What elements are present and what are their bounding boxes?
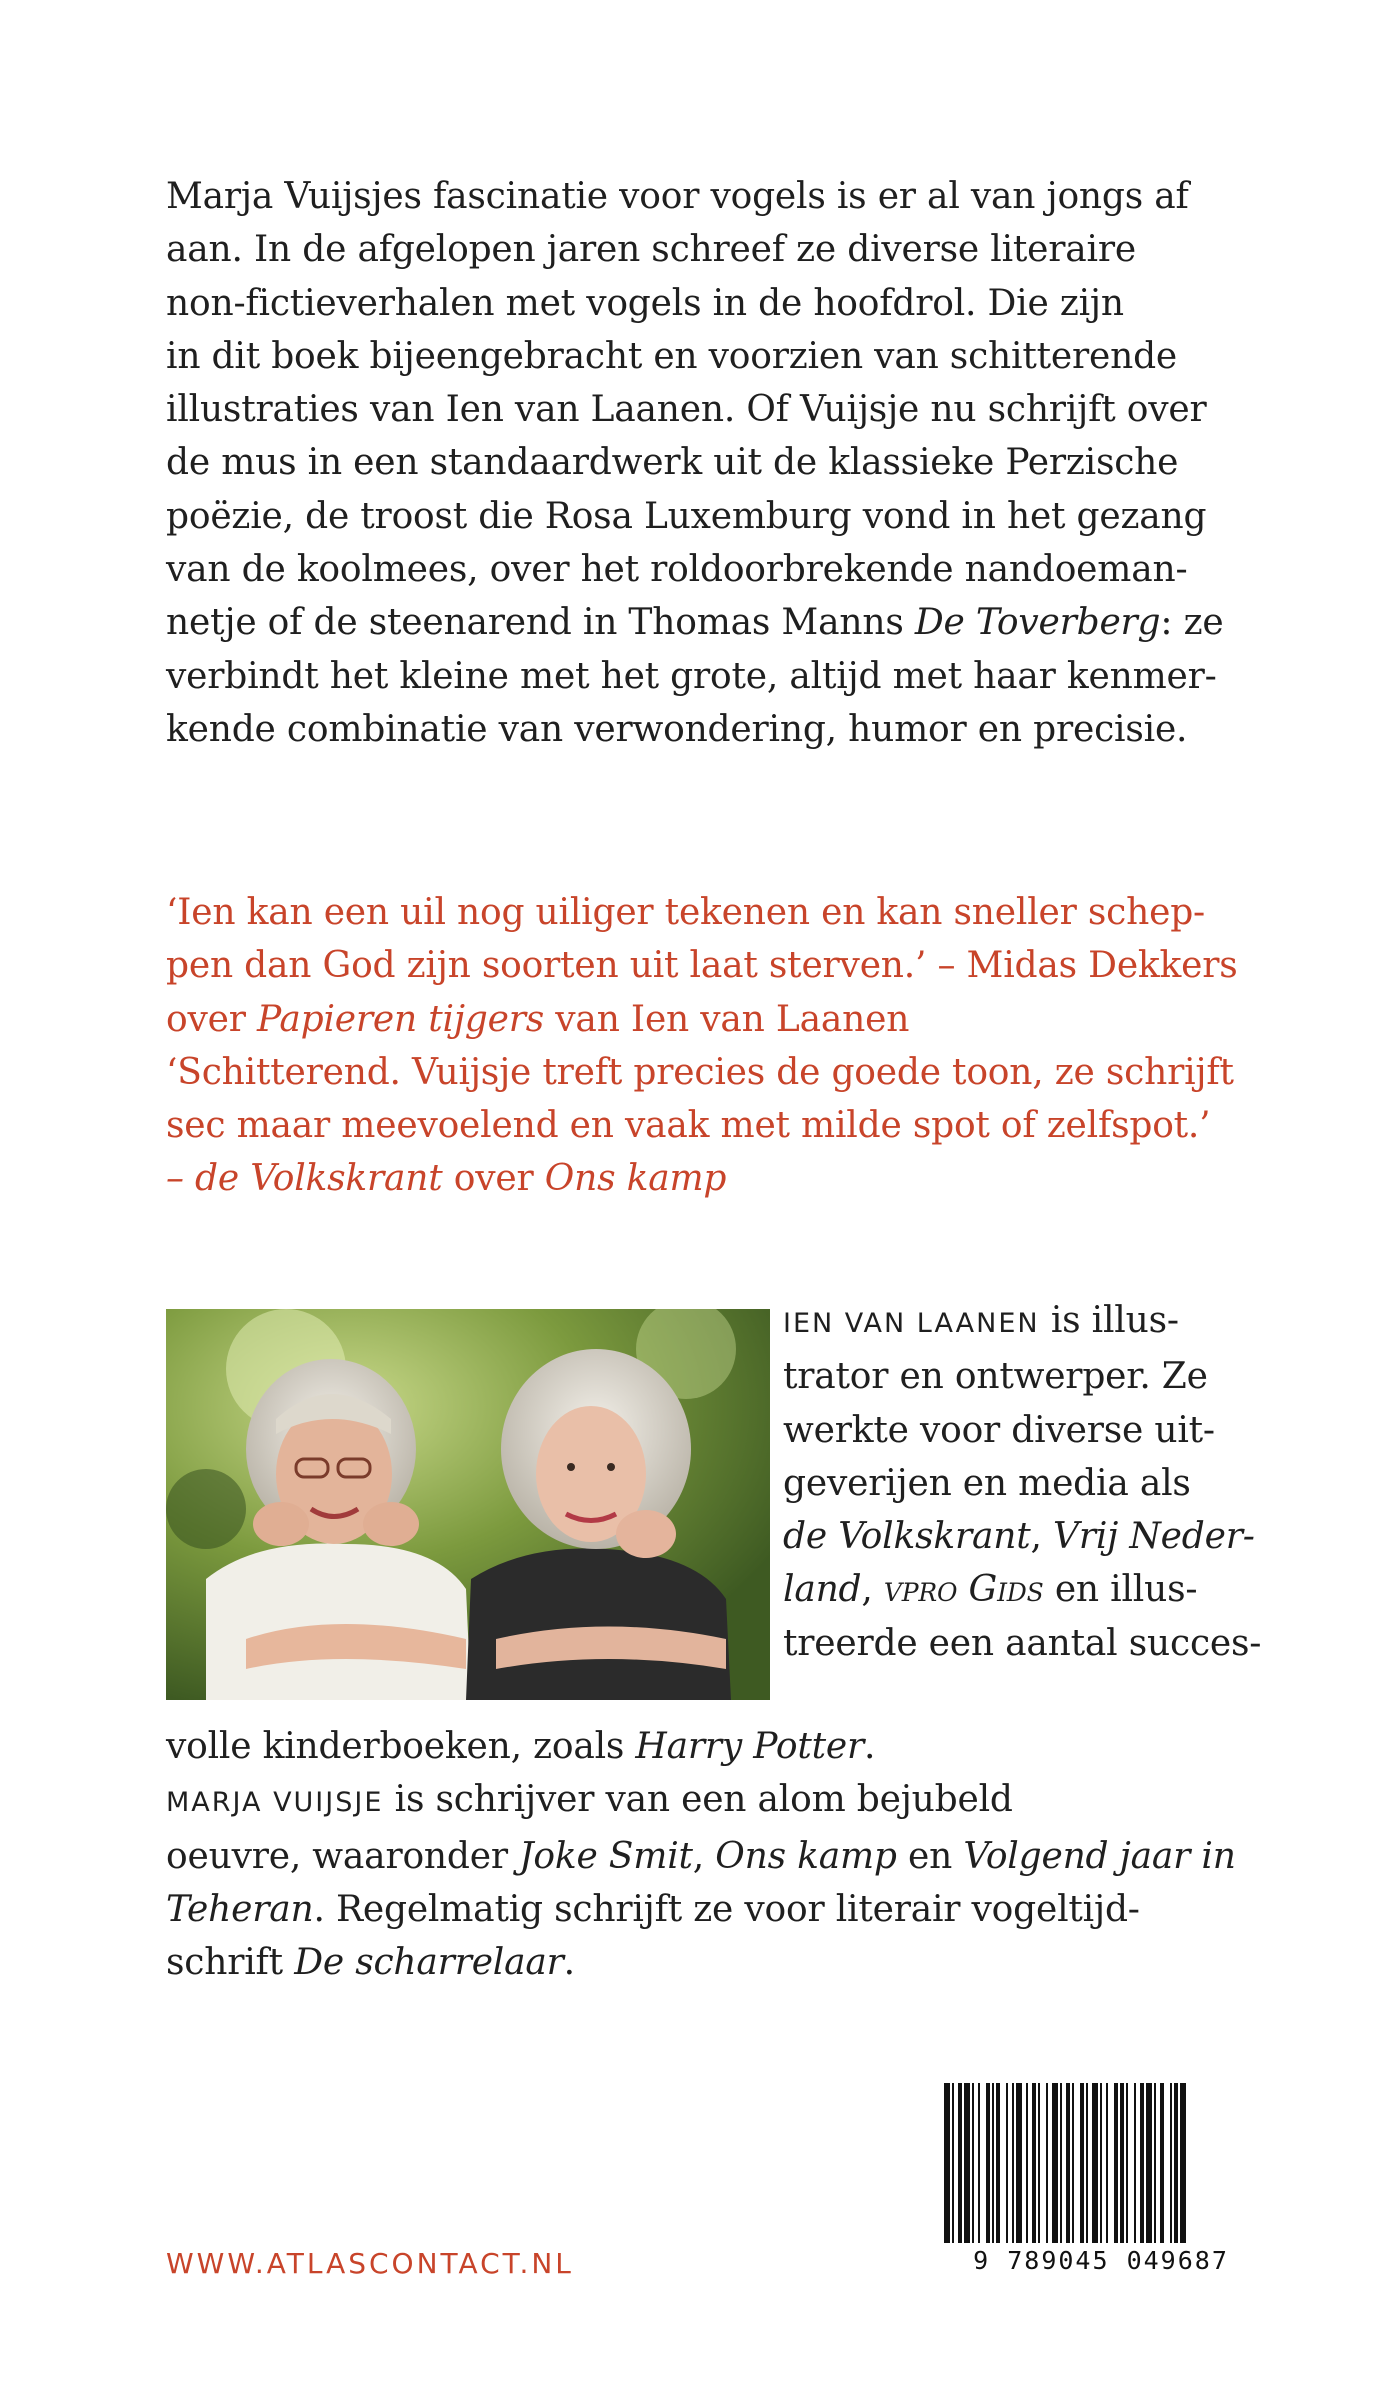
blurb-line: poëzie, de troost die Rosa Luxemburg vond in het gezang bbox=[166, 495, 1207, 537]
barcode-bar bbox=[1038, 2083, 1040, 2243]
barcode-bar bbox=[1134, 2083, 1136, 2243]
bio-line bbox=[783, 1510, 1283, 1563]
blurb-line-text: netje of de steenarend in Thomas Manns bbox=[166, 602, 915, 644]
bio-line: geverijen en media als bbox=[783, 1462, 1191, 1504]
bio-line bbox=[166, 1883, 1286, 1936]
quote-line: ‘Schitterend. Vuijsje treft precies de goede toon, ze schrijft bbox=[166, 1051, 1234, 1093]
publication-title: de Volkskrant bbox=[783, 1516, 1031, 1558]
barcode-bar bbox=[1080, 2083, 1084, 2243]
bio-text: is schrijver van een alom bejubeld bbox=[383, 1779, 1013, 1821]
quote-text: van Ien van Laanen bbox=[544, 998, 910, 1040]
bio-line bbox=[166, 1773, 1286, 1829]
barcode-bar bbox=[992, 2083, 994, 2243]
barcode-bar bbox=[1060, 2083, 1062, 2243]
bio-line bbox=[166, 1720, 1286, 1773]
bio-text: volle kinderboeken, zoals bbox=[166, 1726, 636, 1767]
barcode-bar bbox=[958, 2083, 962, 2243]
blurb-text bbox=[166, 170, 1286, 756]
blurb-line: de mus in een standaardwerk uit de klassieke Perzische bbox=[166, 442, 1179, 484]
book-title: Volgend jaar in bbox=[963, 1835, 1236, 1877]
barcode-bar bbox=[952, 2083, 954, 2243]
bio-text: , bbox=[1030, 1516, 1054, 1558]
quote-line bbox=[166, 1152, 1286, 1205]
bio-line bbox=[783, 1563, 1283, 1616]
bio-text: , bbox=[861, 1569, 884, 1611]
quote-line: ‘Ien kan een uil nog uiliger tekenen en kan sneller schep- bbox=[166, 892, 1206, 933]
publication-title: De scharrelaar bbox=[294, 1942, 564, 1984]
barcode-bar bbox=[1170, 2083, 1172, 2243]
barcode-bar bbox=[1046, 2083, 1048, 2243]
quote-line: pen dan God zijn soorten uit laat sterven.’ – Midas Dekkers bbox=[166, 945, 1238, 987]
blurb-line: kende combinatie van verwondering, humor en precisie. bbox=[166, 708, 1188, 750]
blurb-line: in dit boek bijeengebracht en voorzien van schitterende bbox=[166, 335, 1178, 377]
publication-title: vpro Gids bbox=[883, 1569, 1044, 1611]
barcode-bar bbox=[1012, 2083, 1014, 2243]
barcode-bar bbox=[978, 2083, 980, 2243]
publication-title: land bbox=[783, 1569, 862, 1611]
blurb-line: Marja Vuijsjes fascinatie voor vogels is er al van jongs af bbox=[166, 176, 1189, 217]
barcode-bar bbox=[986, 2083, 990, 2243]
barcode-bar bbox=[1114, 2083, 1118, 2243]
barcode-bar bbox=[1106, 2083, 1108, 2243]
barcode-bar bbox=[1180, 2083, 1186, 2243]
barcode-bar bbox=[1160, 2083, 1164, 2243]
barcode-bar bbox=[1120, 2083, 1124, 2243]
barcode-bars bbox=[942, 2083, 1260, 2243]
bio-line: werkte voor diverse uit- bbox=[783, 1409, 1215, 1451]
quote-text: over bbox=[442, 1158, 545, 1200]
bio-text: oeuvre, waaronder bbox=[166, 1835, 520, 1877]
blurb-line: illustraties van Ien van Laanen. Of Vuijsje nu schrijft over bbox=[166, 389, 1207, 431]
book-title: De Toverberg bbox=[914, 602, 1161, 644]
barcode-bar bbox=[964, 2083, 970, 2243]
book-title: Joke Smit bbox=[519, 1835, 693, 1877]
quote-text: over bbox=[166, 998, 257, 1040]
barcode-bar bbox=[1032, 2083, 1036, 2243]
barcode-bar bbox=[996, 2083, 1000, 2243]
bio-text: , bbox=[692, 1835, 716, 1877]
bio-text: is illus- bbox=[1039, 1300, 1179, 1341]
bio-text: . bbox=[863, 1726, 876, 1767]
barcode-bar bbox=[1146, 2083, 1152, 2243]
bio-line: trator en ontwerper. Ze bbox=[783, 1356, 1208, 1398]
barcode-bar bbox=[1086, 2083, 1088, 2243]
barcode-bar bbox=[1140, 2083, 1144, 2243]
barcode-bar bbox=[944, 2083, 950, 2243]
bio-line: treerde een aantal succes- bbox=[783, 1622, 1262, 1664]
bio-line bbox=[166, 1830, 1286, 1883]
book-title: Teheran bbox=[166, 1888, 314, 1930]
blurb-line: verbindt het kleine met het grote, altijd met haar kenmer- bbox=[166, 655, 1217, 697]
publisher-website[interactable]: WWW.ATLASCONTACT.NL bbox=[166, 2247, 574, 2280]
barcode-bar bbox=[1092, 2083, 1098, 2243]
bio-text: . bbox=[563, 1942, 575, 1984]
quote-line: sec maar meevoelend en vaak met milde spot of zelfspot.’ bbox=[166, 1105, 1211, 1147]
barcode-bar bbox=[1154, 2083, 1156, 2243]
barcode-bar bbox=[1006, 2083, 1008, 2243]
barcode-bar bbox=[1016, 2083, 1022, 2243]
bio-line bbox=[783, 1294, 1283, 1350]
barcode-bar bbox=[1100, 2083, 1102, 2243]
barcode-bar bbox=[1066, 2083, 1070, 2243]
blurb-line: aan. In de afgelopen jaren schreef ze diverse literaire bbox=[166, 229, 1136, 271]
barcode-bar bbox=[1026, 2083, 1028, 2243]
blurb-line: non-fictieverhalen met vogels in de hoofdrol. Die zijn bbox=[166, 282, 1124, 324]
book-title: Harry Potter bbox=[635, 1726, 864, 1767]
bio-text: . Regelmatig schrijft ze voor literair vogeltijd- bbox=[313, 1888, 1140, 1930]
book-title: Papieren tijgers bbox=[256, 998, 545, 1040]
author-name: IEN VAN LAANEN bbox=[783, 1308, 1040, 1339]
barcode-bar bbox=[1126, 2083, 1128, 2243]
author-name: MARJA VUIJSJE bbox=[166, 1787, 384, 1819]
barcode-bar bbox=[1174, 2083, 1178, 2243]
bio-text: en illus- bbox=[1043, 1569, 1198, 1611]
blurb-line-text: : ze bbox=[1160, 602, 1224, 644]
book-title: Ons kamp bbox=[544, 1158, 727, 1200]
blurb-line bbox=[166, 596, 1286, 649]
bio-ien-van-laanen bbox=[783, 1294, 1283, 1670]
barcode-bar bbox=[1052, 2083, 1058, 2243]
bio-text: schrift bbox=[166, 1942, 295, 1984]
author-photo bbox=[166, 1309, 770, 1700]
quote-line bbox=[166, 993, 1286, 1046]
review-quotes bbox=[166, 886, 1286, 1206]
book-title: Ons kamp bbox=[715, 1835, 897, 1877]
bio-text: en bbox=[896, 1835, 964, 1877]
bio-line bbox=[166, 1936, 1286, 1989]
barcode-bar bbox=[972, 2083, 974, 2243]
source-name: – de Volkskrant bbox=[166, 1158, 443, 1200]
publication-title: Vrij Neder- bbox=[1053, 1516, 1255, 1558]
blurb-line: van de koolmees, over het roldoorbrekende nandoeman- bbox=[166, 549, 1188, 591]
author-photo-image bbox=[166, 1309, 770, 1700]
isbn-number: 9 789045 049687 bbox=[942, 2246, 1260, 2275]
barcode-bar bbox=[1072, 2083, 1074, 2243]
bio-continued bbox=[166, 1720, 1286, 1989]
